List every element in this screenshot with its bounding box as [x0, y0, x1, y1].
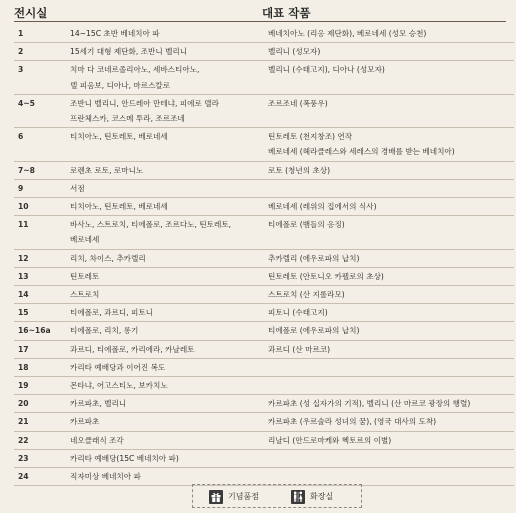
table-row — [14, 94, 514, 127]
table-row — [14, 358, 514, 376]
artists-line: 서점 — [70, 183, 85, 193]
restroom-icon — [291, 490, 305, 504]
table-row — [14, 216, 514, 249]
room-works — [262, 94, 514, 127]
table-row — [14, 198, 514, 216]
works-line: 카르파초 (성 십자가의 기적), 벨리니 (산 마르코 광장의 행렬) — [268, 399, 471, 409]
room-number: 11 — [14, 216, 64, 249]
artists-line: 치마 다 코네르졸리아노, 세바스티아노, — [70, 65, 200, 75]
artists-line: 프란체스카, 코스메 투라, 조르조네 — [70, 114, 185, 124]
room-works — [262, 128, 514, 161]
restroom-label: 화장실 — [310, 492, 334, 501]
table-row — [14, 43, 514, 61]
header-divider — [14, 21, 506, 22]
table-row — [14, 322, 514, 340]
table-header — [0, 0, 516, 22]
room-works — [262, 431, 514, 449]
table-row — [14, 161, 514, 179]
table-row — [14, 128, 514, 161]
room-number: 6 — [14, 128, 64, 161]
room-artists — [64, 216, 262, 249]
table-row — [14, 304, 514, 322]
works-line: 과르디 (산 마르코) — [268, 344, 331, 354]
room-works — [262, 267, 514, 285]
works-line: 조르조네 (폭풍우) — [268, 98, 328, 108]
room-works — [262, 322, 514, 340]
room-number: 3 — [14, 61, 64, 94]
room-artists — [64, 286, 262, 304]
room-works — [262, 216, 514, 249]
artists-line: 틴토레토 — [70, 271, 100, 281]
gift-shop-icon — [209, 490, 223, 504]
room-number: 20 — [14, 395, 64, 413]
room-number: 19 — [14, 377, 64, 395]
room-number: 14 — [14, 286, 64, 304]
table-row — [14, 249, 514, 267]
works-line: 추카렐리 (에우로파의 납치) — [268, 253, 360, 263]
works-line: 피토니 (수태고지) — [268, 308, 328, 318]
room-number: 16~16a — [14, 322, 64, 340]
artists-line: 스트로치 — [70, 290, 100, 300]
works-line: 틴토레토 (천지창조) 연작 — [268, 132, 353, 142]
room-works — [262, 249, 514, 267]
room-number: 2 — [14, 43, 64, 61]
artists-line: 카르파초 — [70, 417, 100, 427]
works-line: 로토 (청년의 초상) — [268, 165, 331, 175]
room-artists — [64, 322, 262, 340]
room-works — [262, 43, 514, 61]
room-artists — [64, 43, 262, 61]
room-number: 17 — [14, 340, 64, 358]
room-works — [262, 23, 514, 43]
room-artists — [64, 358, 262, 376]
room-number: 15 — [14, 304, 64, 322]
room-number: 13 — [14, 267, 64, 285]
room-works — [262, 161, 514, 179]
room-works — [262, 358, 514, 376]
table-row — [14, 286, 514, 304]
artists-line: 직자미상 베네치아 파 — [70, 472, 141, 482]
room-artists — [64, 179, 262, 197]
room-artists — [64, 377, 262, 395]
room-artists — [64, 61, 262, 94]
artists-line: 네오클래식 조각 — [70, 435, 124, 445]
room-number: 22 — [14, 431, 64, 449]
room-works — [262, 340, 514, 358]
room-artists — [64, 198, 262, 216]
room-artists — [64, 128, 262, 161]
artists-line: 티에폴로, 과르디, 피토니 — [70, 308, 154, 318]
artists-line: 14~15C 초반 베네치아 파 — [70, 29, 160, 38]
room-artists — [64, 23, 262, 43]
room-number: 24 — [14, 468, 64, 486]
works-line: 카르파초 (우르술라 성녀의 꿈), (영국 대사의 도착) — [268, 417, 437, 427]
room-artists — [64, 431, 262, 449]
room-works — [262, 286, 514, 304]
room-number: 21 — [14, 413, 64, 431]
artists-line: 과르디, 티에폴로, 카리에라, 카날레토 — [70, 344, 195, 354]
works-line: 스트로치 (산 지롤라모) — [268, 290, 345, 300]
table-row — [14, 179, 514, 197]
table-row — [14, 23, 514, 43]
room-number: 12 — [14, 249, 64, 267]
room-works — [262, 413, 514, 431]
works-line: 벨리니 (성모자) — [268, 47, 321, 57]
room-works — [262, 377, 514, 395]
artists-line: 델 피옴보, 디아나, 마르스칼로 — [70, 80, 171, 90]
room-artists — [64, 449, 262, 467]
room-works — [262, 449, 514, 467]
table-row — [14, 395, 514, 413]
rooms-table — [14, 23, 514, 486]
room-works — [262, 198, 514, 216]
artists-line: 로렌초 로토, 로마니노 — [70, 165, 144, 175]
works-line: 리날디 (안드로마케와 헥토르의 이별) — [268, 435, 392, 445]
works-column-header: 대표 작품 — [262, 6, 311, 20]
artists-line: 몬타냐, 어고스티노, 보카치노 — [70, 381, 168, 391]
room-number: 9 — [14, 179, 64, 197]
room-artists — [64, 249, 262, 267]
table-row — [14, 413, 514, 431]
room-artists — [64, 304, 262, 322]
works-line: 베로네세 (헤라클레스와 세레스의 경배를 받는 베네치아) — [268, 147, 455, 157]
room-artists — [64, 340, 262, 358]
artists-line: 티치아노, 틴토레토, 베로네세 — [70, 132, 168, 142]
works-line: 벨리니 (수태고지), 디아나 (성모자) — [268, 65, 385, 75]
room-artists — [64, 395, 262, 413]
legend — [192, 484, 362, 508]
room-number: 7~8 — [14, 161, 64, 179]
room-artists — [64, 413, 262, 431]
works-line: 티에폴로 (뱀들의 응징) — [268, 220, 345, 230]
artists-line: 카르파초, 벨리니 — [70, 399, 127, 409]
room-number: 1 — [14, 23, 64, 43]
works-line: 틴토레토 (안토니오 카펠로의 초상) — [268, 271, 384, 281]
table-row — [14, 267, 514, 285]
room-works — [262, 395, 514, 413]
artists-line: 카리타 예배당과 이어진 복도 — [70, 362, 166, 372]
artists-line: 15세기 대형 제단화, 조반니 벨리니 — [70, 47, 188, 57]
table-row — [14, 61, 514, 94]
table-row — [14, 340, 514, 358]
works-line: 티에폴로 (에우로파의 납치) — [268, 326, 360, 336]
gift-shop-label: 기념품점 — [228, 492, 259, 501]
room-column-header: 전시실 — [14, 6, 48, 20]
room-works — [262, 179, 514, 197]
room-works — [262, 304, 514, 322]
artists-line: 리치, 차이스, 추카렐리 — [70, 253, 146, 263]
artists-line: 카리타 예배당(15C 베네치아 파) — [70, 453, 179, 463]
room-artists — [64, 94, 262, 127]
room-artists — [64, 161, 262, 179]
room-works — [262, 61, 514, 94]
works-line: 베네치아노 (리옹 제단화), 베로네세 (성모 승천) — [268, 29, 427, 38]
room-number: 4~5 — [14, 94, 64, 127]
artists-line: 베로네세 — [70, 235, 100, 245]
works-line: 베로네세 (레위의 집에서의 식사) — [268, 202, 377, 212]
room-number: 18 — [14, 358, 64, 376]
table-row — [14, 377, 514, 395]
room-number: 23 — [14, 449, 64, 467]
room-number: 10 — [14, 198, 64, 216]
table-row — [14, 449, 514, 467]
room-artists — [64, 267, 262, 285]
table-row — [14, 431, 514, 449]
artists-line: 티에폴로, 리치, 롱기 — [70, 326, 139, 336]
artists-line: 티치아노, 틴토레토, 베로네세 — [70, 202, 168, 212]
artists-line: 바사노, 스트로치, 티에폴로, 조르다노, 틴토레토, — [70, 220, 232, 230]
artists-line: 조반니 벨리니, 안드레아 만테냐, 피에로 델라 — [70, 98, 219, 108]
